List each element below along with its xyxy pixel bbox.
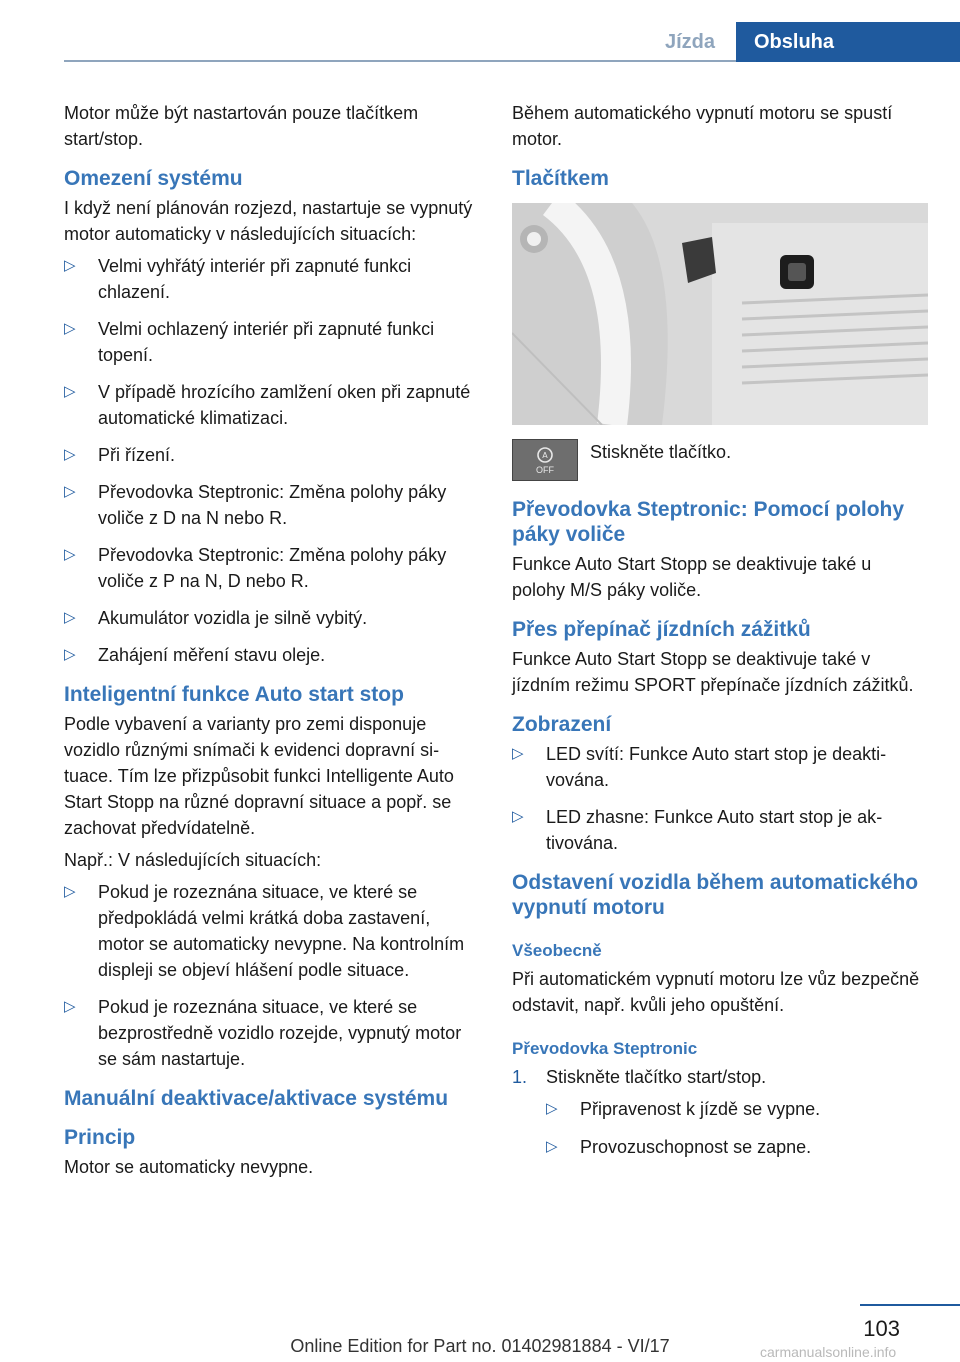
heading-princip: Princip	[64, 1126, 136, 1149]
situace-list	[64, 879, 478, 1072]
intro-paragraph: Motor může být nastartován pouze tlačítkem start/stop.	[64, 103, 419, 149]
left-column	[64, 100, 478, 1186]
zobrazeni-list	[512, 741, 928, 856]
heading-steptronic: Převodovka Steptronic: Pomocí polohy páky voliče	[512, 498, 905, 546]
footer-rule	[860, 1304, 960, 1306]
list-item: ▷ Provozuschopnost se zapne.	[546, 1134, 928, 1160]
right-intro-paragraph: Během automatického vypnutí motoru se spustí motor.	[512, 103, 893, 149]
list-item: ▷ Velmi vyhřátý interiér při zapnuté funkci chlazení.	[64, 253, 478, 305]
inteligentni-paragraph: Podle vybavení a varianty pro zemi disponuje vozidlo různými snímači k evidenci dopravní situace. Tím lze přizpůsobit funkci Intelligente Auto Start Stopp na různé dopravní situace a popř. se zachovat předvídatelně.	[64, 714, 454, 838]
tab-jizda[interactable]: Jízda	[664, 31, 716, 53]
step-text: Stiskněte tlačítko start/stop.	[546, 1067, 767, 1087]
omezeni-list	[64, 253, 478, 668]
step-item	[512, 1064, 928, 1160]
heading-omezeni: Omezení systému	[64, 167, 243, 190]
off-button-label: OFF	[536, 465, 554, 475]
auto-start-stop-off-button[interactable]	[512, 439, 578, 481]
list-item: ▷ Připravenost k jízdě se vypne.	[546, 1096, 928, 1122]
heading-prepinac: Přes přepínač jízdních zážitků	[512, 618, 811, 641]
princip-paragraph: Motor se automaticky nevypne.	[64, 1157, 314, 1177]
list-item: ▷ Akumulátor vozidla je silně vybitý.	[64, 605, 478, 631]
heading-vseobecne: Všeobecně	[512, 941, 602, 960]
list-item: ▷ LED svítí: Funkce Auto start stop je deaktivována.	[512, 741, 928, 793]
off-button-row	[512, 439, 928, 481]
heading-prevodovka: Převodovka Steptronic	[512, 1039, 698, 1058]
list-item: ▷ LED zhasne: Funkce Auto start stop je aktivována.	[512, 804, 928, 856]
watermark: carmanualsonline.info	[760, 1344, 897, 1360]
vseobecne-paragraph: Při automatickém vypnutí motoru lze vůz bezpečně odstavit, např. kvůli jeho opuštění.	[512, 969, 920, 1015]
heading-manualni: Manuální deaktivace/aktivace systému	[64, 1087, 449, 1110]
list-item: ▷ Pokud je rozeznána situace, ve které se předpokládá velmi krátká doba zastavení, motor se automaticky nevypne. Na kontrolním displeji se objeví hlášení podle situace.	[64, 879, 478, 983]
dashboard-photo	[512, 203, 928, 425]
list-item: ▷ Zahájení měření stavu oleje.	[64, 642, 478, 668]
list-item: ▷ Velmi ochlazený interiér při zapnuté funkci topení.	[64, 316, 478, 368]
list-item: ▷ Při řízení.	[64, 442, 478, 468]
list-item: ▷ Převodovka Steptronic: Změna polohy páky voliče z D na N nebo R.	[64, 479, 478, 531]
heading-zobrazeni: Zobrazení	[512, 713, 612, 736]
heading-tlacitkem: Tlačítkem	[512, 167, 609, 190]
step-number: 1.	[512, 1067, 528, 1087]
list-item: ▷ Převodovka Steptronic: Změna polohy páky voliče z P na N, D nebo R.	[64, 542, 478, 594]
edition-note: Online Edition for Part no. 01402981884 - VI/17	[290, 1336, 670, 1356]
step-sub-list	[546, 1096, 928, 1160]
svg-text:A: A	[542, 451, 548, 460]
omezeni-paragraph: I když není plánován rozjezd, nastartuje se vypnutý motor automaticky v následujících situacích:	[64, 198, 473, 244]
tab-obsluha[interactable]: Obsluha	[736, 22, 960, 62]
list-item: ▷ Pokud je rozeznána situace, ve které se bezprostředně vozidlo rozejde, vypnutý motor se sám nastartuje.	[64, 994, 478, 1072]
heading-odstaveni: Odstavení vozidla během automatického vypnutí motoru	[512, 871, 919, 919]
steptronic-paragraph: Funkce Auto Start Stopp se deaktivuje také u polohy M/S páky voliče.	[512, 554, 872, 600]
right-column	[512, 100, 928, 1172]
page-number: 103	[863, 1316, 900, 1341]
steps-list	[512, 1064, 928, 1160]
napr-paragraph: Např.: V následujících situacích:	[64, 850, 322, 870]
heading-inteligentni: Inteligentní funkce Auto start stop	[64, 683, 404, 706]
list-item: ▷ V případě hrozícího zamlžení oken při zapnuté automatické klimatizaci.	[64, 379, 478, 431]
prepinac-paragraph: Funkce Auto Start Stopp se deaktivuje také v jízdním režimu SPORT přepínače jízdních zážitků.	[512, 649, 914, 695]
button-instruction: Stiskněte tlačítko.	[590, 442, 732, 462]
